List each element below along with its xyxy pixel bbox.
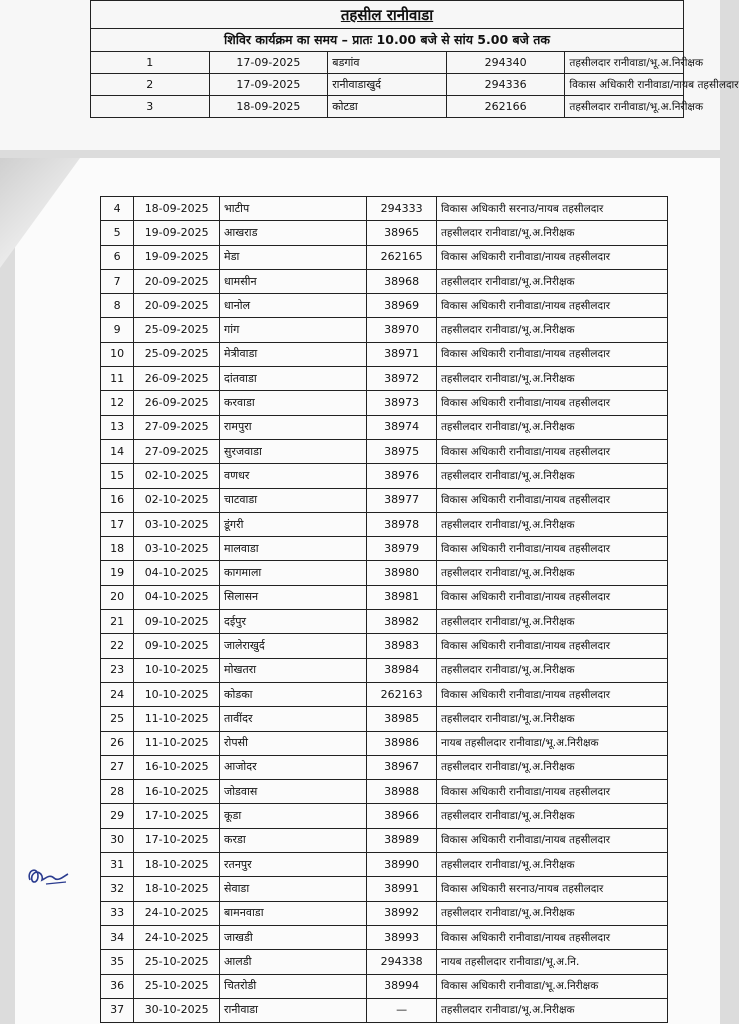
row-officer: विकास अधिकारी रानीवाडा/नायब तहसीलदार — [436, 488, 667, 512]
row-officer: विकास अधिकारी रानीवाडा/नायब तहसीलदार — [436, 294, 667, 318]
row-date: 18-10-2025 — [134, 877, 220, 901]
row-officer: तहसीलदार रानीवाडा/भू.अ.निरीक्षक — [436, 804, 667, 828]
schedule-table-top — [90, 0, 739, 118]
row-serial-number: 24 — [101, 682, 134, 706]
table-row — [101, 901, 668, 925]
row-serial-number: 26 — [101, 731, 134, 755]
row-village: आखराड — [220, 221, 367, 245]
row-village: बामनवाडा — [220, 901, 367, 925]
table-row — [101, 585, 668, 609]
row-serial-number: 9 — [101, 318, 134, 342]
row-village: सेवाडा — [220, 877, 367, 901]
table-row — [101, 439, 668, 463]
table-row — [101, 755, 668, 779]
row-serial-number: 20 — [101, 585, 134, 609]
title-row — [91, 1, 684, 29]
row-date: 25-09-2025 — [134, 342, 220, 366]
row-date: 16-10-2025 — [134, 755, 220, 779]
row-code: 38983 — [367, 634, 437, 658]
row-code: 38978 — [367, 512, 437, 536]
row-date: 03-10-2025 — [134, 512, 220, 536]
row-serial-number: 37 — [101, 998, 134, 1022]
row-officer: विकास अधिकारी रानीवाडा/भू.अ.निरीक्षक — [436, 974, 667, 998]
row-code: 38973 — [367, 391, 437, 415]
row-code: 38977 — [367, 488, 437, 512]
row-village: बडगांव — [328, 52, 447, 74]
row-code: 38990 — [367, 853, 437, 877]
row-code: 262166 — [446, 96, 565, 118]
table-row — [101, 488, 668, 512]
row-officer: तहसीलदार रानीवाडा/भू.अ.निरीक्षक — [436, 318, 667, 342]
row-serial-number: 12 — [101, 391, 134, 415]
row-date: 20-09-2025 — [134, 269, 220, 293]
table-row — [101, 925, 668, 949]
table-row — [101, 342, 668, 366]
row-officer: नायब तहसीलदार रानीवाडा/भू.अ.निरीक्षक — [436, 731, 667, 755]
table-row — [101, 610, 668, 634]
row-date: 11-10-2025 — [134, 731, 220, 755]
row-date: 25-09-2025 — [134, 318, 220, 342]
row-village: आलडी — [220, 950, 367, 974]
row-officer: विकास अधिकारी सरनाउ/नायब तहसीलदार — [436, 197, 667, 221]
row-serial-number: 23 — [101, 658, 134, 682]
document-title: तहसील रानीवाडा — [91, 1, 684, 29]
row-date: 10-10-2025 — [134, 682, 220, 706]
table-row — [101, 415, 668, 439]
row-code: 294336 — [446, 74, 565, 96]
row-officer: विकास अधिकारी रानीवाडा/नायब तहसीलदार — [436, 682, 667, 706]
row-village: मोखतरा — [220, 658, 367, 682]
row-serial-number: 17 — [101, 512, 134, 536]
row-code: 38975 — [367, 439, 437, 463]
row-village: कोडका — [220, 682, 367, 706]
row-date: 03-10-2025 — [134, 537, 220, 561]
row-date: 18-09-2025 — [134, 197, 220, 221]
table-row — [91, 52, 684, 74]
row-officer: विकास अधिकारी रानीवाडा/नायब तहसीलदार — [436, 439, 667, 463]
row-officer: तहसीलदार रानीवाडा/भू.अ.निरीक्षक — [436, 853, 667, 877]
row-code: 38981 — [367, 585, 437, 609]
row-date: 19-09-2025 — [134, 221, 220, 245]
row-serial-number: 16 — [101, 488, 134, 512]
row-serial-number: 35 — [101, 950, 134, 974]
table-row — [101, 294, 668, 318]
table-row — [101, 682, 668, 706]
row-officer: तहसीलदार रानीवाडा/भू.अ.निरीक्षक — [565, 52, 684, 74]
row-village: रानीवाडाखुर्द — [328, 74, 447, 96]
row-village: रोपसी — [220, 731, 367, 755]
row-code: 38994 — [367, 974, 437, 998]
row-serial-number: 29 — [101, 804, 134, 828]
row-date: 11-10-2025 — [134, 707, 220, 731]
row-date: 25-10-2025 — [134, 974, 220, 998]
row-date: 16-10-2025 — [134, 780, 220, 804]
row-officer: तहसीलदार रानीवाडा/भू.अ.निरीक्षक — [436, 221, 667, 245]
row-serial-number: 25 — [101, 707, 134, 731]
row-date: 04-10-2025 — [134, 561, 220, 585]
row-code: 38972 — [367, 367, 437, 391]
row-date: 02-10-2025 — [134, 488, 220, 512]
table-row — [101, 634, 668, 658]
table-row — [101, 707, 668, 731]
row-serial-number: 19 — [101, 561, 134, 585]
table-row — [101, 391, 668, 415]
row-serial-number: 14 — [101, 439, 134, 463]
subtitle-row — [91, 29, 684, 52]
row-officer: नायब तहसीलदार रानीवाडा/भू.अ.नि. — [436, 950, 667, 974]
row-village: आजोदर — [220, 755, 367, 779]
table-row — [91, 74, 684, 96]
table-row — [101, 950, 668, 974]
row-village: डूंगरी — [220, 512, 367, 536]
row-date: 24-10-2025 — [134, 925, 220, 949]
row-officer: विकास अधिकारी रानीवाडा/नायब तहसीलदार — [436, 925, 667, 949]
row-code: 294340 — [446, 52, 565, 74]
row-code: 38969 — [367, 294, 437, 318]
row-village: करडा — [220, 828, 367, 852]
row-serial-number: 34 — [101, 925, 134, 949]
row-serial-number: 28 — [101, 780, 134, 804]
row-code: 38986 — [367, 731, 437, 755]
table-row — [101, 464, 668, 488]
row-serial-number: 10 — [101, 342, 134, 366]
row-code: 38992 — [367, 901, 437, 925]
row-date: 10-10-2025 — [134, 658, 220, 682]
table-row — [101, 853, 668, 877]
row-code: 38989 — [367, 828, 437, 852]
row-village: जालेराखुर्द — [220, 634, 367, 658]
row-date: 09-10-2025 — [134, 634, 220, 658]
table-row — [91, 96, 684, 118]
row-date: 02-10-2025 — [134, 464, 220, 488]
row-officer: विकास अधिकारी रानीवाडा/नायब तहसीलदार — [436, 391, 667, 415]
row-date: 20-09-2025 — [134, 294, 220, 318]
row-code: 38970 — [367, 318, 437, 342]
row-code: 294338 — [367, 950, 437, 974]
table-row — [101, 877, 668, 901]
table-row — [101, 561, 668, 585]
row-date: 17-09-2025 — [209, 52, 328, 74]
row-code: 38980 — [367, 561, 437, 585]
row-officer: विकास अधिकारी रानीवाडा/नायब तहसीलदार — [436, 634, 667, 658]
row-code: 262165 — [367, 245, 437, 269]
row-village: कूडा — [220, 804, 367, 828]
row-village: मालवाडा — [220, 537, 367, 561]
row-village: सिलासन — [220, 585, 367, 609]
row-code: 294333 — [367, 197, 437, 221]
table-row — [101, 367, 668, 391]
row-serial-number: 3 — [91, 96, 210, 118]
row-serial-number: 30 — [101, 828, 134, 852]
row-village: कागमाला — [220, 561, 367, 585]
row-officer: तहसीलदार रानीवाडा/भू.अ.निरीक्षक — [565, 96, 684, 118]
row-village: चितरोडी — [220, 974, 367, 998]
row-date: 17-10-2025 — [134, 804, 220, 828]
row-village: रामपुरा — [220, 415, 367, 439]
row-serial-number: 31 — [101, 853, 134, 877]
row-village: दईपुर — [220, 610, 367, 634]
row-code: 38982 — [367, 610, 437, 634]
row-officer: तहसीलदार रानीवाडा/भू.अ.निरीक्षक — [436, 707, 667, 731]
row-serial-number: 27 — [101, 755, 134, 779]
row-village: सुरजवाडा — [220, 439, 367, 463]
row-officer: तहसीलदार रानीवाडा/भू.अ.निरीक्षक — [436, 658, 667, 682]
row-village: रानीवाडा — [220, 998, 367, 1022]
row-code: 38979 — [367, 537, 437, 561]
document-subtitle: शिविर कार्यक्रम का समय – प्रातः 10.00 बजे से सांय 5.00 बजे तक — [91, 29, 684, 52]
row-village: धामसीन — [220, 269, 367, 293]
row-village: वणधर — [220, 464, 367, 488]
table-row — [101, 974, 668, 998]
table-row — [101, 318, 668, 342]
row-code: 38988 — [367, 780, 437, 804]
row-officer: तहसीलदार रानीवाडा/भू.अ.निरीक्षक — [436, 269, 667, 293]
row-code: 38976 — [367, 464, 437, 488]
row-code: 38984 — [367, 658, 437, 682]
table-row — [101, 828, 668, 852]
table-row — [101, 804, 668, 828]
row-officer: विकास अधिकारी रानीवाडा/नायब तहसीलदार — [436, 780, 667, 804]
row-date: 04-10-2025 — [134, 585, 220, 609]
row-officer: तहसीलदार रानीवाडा/भू.अ.निरीक्षक — [436, 901, 667, 925]
row-date: 30-10-2025 — [134, 998, 220, 1022]
row-village: मेत्रीवाडा — [220, 342, 367, 366]
row-officer: विकास अधिकारी रानीवाडा/नायब तहसीलदार — [436, 342, 667, 366]
row-officer: तहसीलदार रानीवाडा/भू.अ.निरीक्षक — [436, 561, 667, 585]
row-village: भाटीप — [220, 197, 367, 221]
row-village: चाटवाडा — [220, 488, 367, 512]
row-officer: विकास अधिकारी रानीवाडा/नायब तहसीलदार — [436, 245, 667, 269]
row-serial-number: 5 — [101, 221, 134, 245]
row-village: दांतवाडा — [220, 367, 367, 391]
row-code: — — [367, 998, 437, 1022]
document-page-top — [0, 0, 739, 150]
row-date: 17-09-2025 — [209, 74, 328, 96]
table-row — [101, 537, 668, 561]
row-code: 38971 — [367, 342, 437, 366]
row-date: 26-09-2025 — [134, 367, 220, 391]
table-row — [101, 197, 668, 221]
row-date: 09-10-2025 — [134, 610, 220, 634]
table-row — [101, 731, 668, 755]
row-date: 27-09-2025 — [134, 439, 220, 463]
row-serial-number: 8 — [101, 294, 134, 318]
row-code: 38966 — [367, 804, 437, 828]
row-village: गांग — [220, 318, 367, 342]
row-code: 38967 — [367, 755, 437, 779]
row-officer: विकास अधिकारी रानीवाडा/नायब तहसीलदार — [565, 74, 684, 96]
row-village: जाखडी — [220, 925, 367, 949]
row-serial-number: 2 — [91, 74, 210, 96]
row-serial-number: 13 — [101, 415, 134, 439]
row-officer: तहसीलदार रानीवाडा/भू.अ.निरीक्षक — [436, 512, 667, 536]
row-serial-number: 21 — [101, 610, 134, 634]
row-village: कोटडा — [328, 96, 447, 118]
row-code: 262163 — [367, 682, 437, 706]
row-date: 19-09-2025 — [134, 245, 220, 269]
row-officer: तहसीलदार रानीवाडा/भू.अ.निरीक्षक — [436, 367, 667, 391]
row-code: 38965 — [367, 221, 437, 245]
row-officer: विकास अधिकारी रानीवाडा/नायब तहसीलदार — [436, 828, 667, 852]
signature-mark — [24, 860, 72, 890]
row-date: 18-09-2025 — [209, 96, 328, 118]
row-village: रतनपुर — [220, 853, 367, 877]
table-row — [101, 780, 668, 804]
row-code: 38991 — [367, 877, 437, 901]
row-serial-number: 1 — [91, 52, 210, 74]
table-row — [101, 269, 668, 293]
row-date: 17-10-2025 — [134, 828, 220, 852]
row-officer: विकास अधिकारी सरनाउ/नायब तहसीलदार — [436, 877, 667, 901]
row-code: 38974 — [367, 415, 437, 439]
row-officer: तहसीलदार रानीवाडा/भू.अ.निरीक्षक — [436, 755, 667, 779]
row-officer: तहसीलदार रानीवाडा/भू.अ.निरीक्षक — [436, 464, 667, 488]
row-village: करवाडा — [220, 391, 367, 415]
row-date: 18-10-2025 — [134, 853, 220, 877]
table-row — [101, 245, 668, 269]
row-code: 38968 — [367, 269, 437, 293]
row-date: 27-09-2025 — [134, 415, 220, 439]
row-serial-number: 32 — [101, 877, 134, 901]
row-serial-number: 11 — [101, 367, 134, 391]
table-row — [101, 512, 668, 536]
row-serial-number: 7 — [101, 269, 134, 293]
row-serial-number: 6 — [101, 245, 134, 269]
row-serial-number: 22 — [101, 634, 134, 658]
row-village: तावींदर — [220, 707, 367, 731]
row-officer: विकास अधिकारी रानीवाडा/नायब तहसीलदार — [436, 585, 667, 609]
row-serial-number: 33 — [101, 901, 134, 925]
row-officer: तहसीलदार रानीवाडा/भू.अ.निरीक्षक — [436, 415, 667, 439]
schedule-table-main — [100, 196, 668, 1023]
row-date: 26-09-2025 — [134, 391, 220, 415]
row-village: धानोल — [220, 294, 367, 318]
row-officer: तहसीलदार रानीवाडा/भू.अ.निरीक्षक — [436, 610, 667, 634]
row-village: मेडा — [220, 245, 367, 269]
table-row — [101, 221, 668, 245]
row-serial-number: 15 — [101, 464, 134, 488]
row-serial-number: 4 — [101, 197, 134, 221]
row-village: जोडवास — [220, 780, 367, 804]
row-officer: विकास अधिकारी रानीवाडा/नायब तहसीलदार — [436, 537, 667, 561]
row-serial-number: 36 — [101, 974, 134, 998]
row-date: 24-10-2025 — [134, 901, 220, 925]
row-date: 25-10-2025 — [134, 950, 220, 974]
row-code: 38993 — [367, 925, 437, 949]
row-officer: तहसीलदार रानीवाडा/भू.अ.निरीक्षक — [436, 998, 667, 1022]
table-row — [101, 658, 668, 682]
row-serial-number: 18 — [101, 537, 134, 561]
table-row — [101, 998, 668, 1022]
row-code: 38985 — [367, 707, 437, 731]
